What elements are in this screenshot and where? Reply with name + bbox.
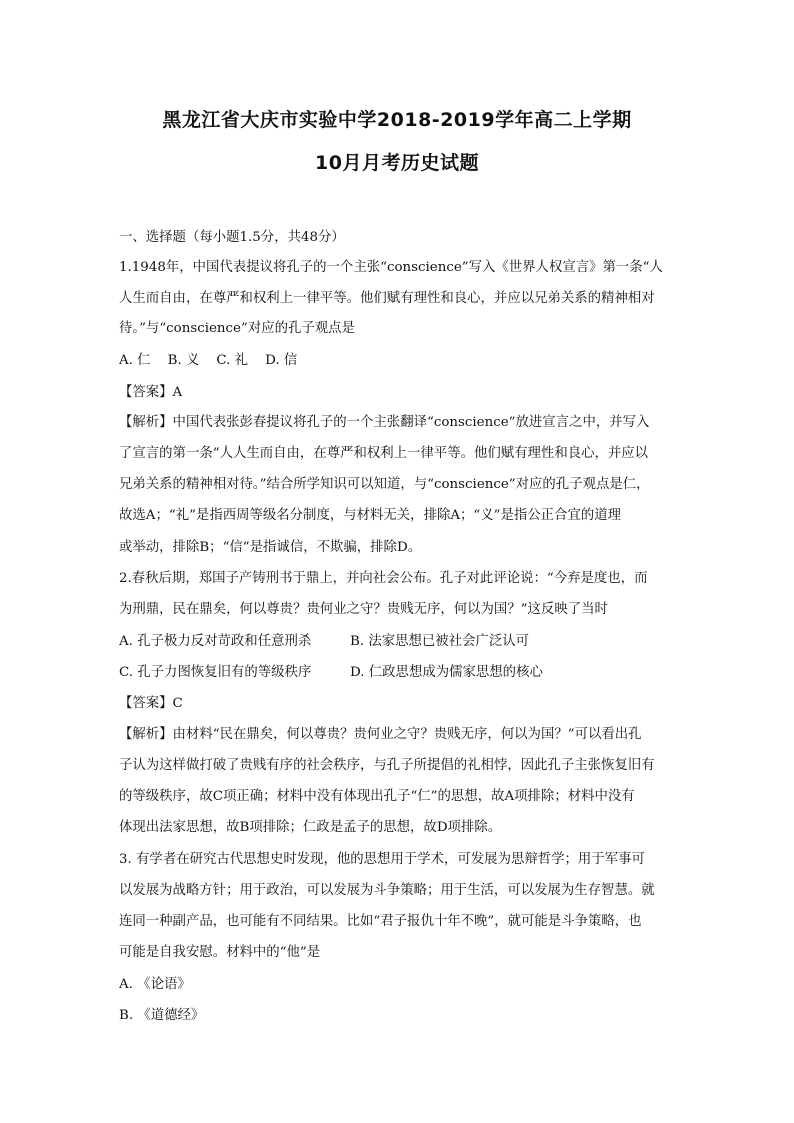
- q3-stem-line: 3. 有学者在研究古代思想史时发现，他的思想用于学术，可发展为思辩哲学；用于军事可: [119, 852, 645, 867]
- q3-stem-line: 可能是自我安慰。材料中的“他”是: [119, 945, 321, 960]
- q2-analysis-line: 【解析】由材料“民在鼎矣，何以尊贵？贵何业之守？贵贱无序，何以为国？”可以看出孔: [119, 727, 642, 742]
- q2-option-c: C. 孔子力图恢复旧有的等级秩序: [119, 665, 312, 680]
- q3-option-a: A. 《论语》: [119, 977, 191, 992]
- q1-answer: 【答案】A: [119, 385, 183, 400]
- q1-analysis-line: 或举动，排除B；“信”是指诚信，不欺骗，排除D。: [119, 540, 422, 555]
- q2-analysis-line: 的等级秩序，故C项正确；材料中没有体现出孔子“仁”的思想，故A项排除；材料中没有: [119, 789, 635, 804]
- q1-stem-line: 1.1948年，中国代表提议将孔子的一个主张“conscience”写入《世界人权宣言》第一条“人: [119, 260, 663, 275]
- q1-analysis-line: 了宣言的第一条“人人生而自由，在尊严和权利上一律平等。他们赋有理性和良心，并应以: [119, 446, 649, 461]
- document-title-line2: 10月月考历史试题: [315, 152, 479, 174]
- q1-stem-line: 人生而自由，在尊严和权利上一律平等。他们赋有理性和良心，并应以兄弟关系的精神相对: [119, 291, 655, 306]
- q2-option-a: A. 孔子极力反对苛政和任意刑杀: [119, 634, 312, 649]
- q3-option-b: B. 《道德经》: [119, 1008, 205, 1023]
- q2-analysis-line: 体现出法家思想，故B项排除；仁政是孟子的思想，故D项排除。: [119, 820, 502, 835]
- q2-option-d: D. 仁政思想成为儒家思想的核心: [350, 665, 543, 680]
- q1-analysis-line: 【解析】中国代表张彭春提议将孔子的一个主张翻译“conscience”放进宣言之中，并写入: [119, 415, 650, 430]
- q1-stem-line: 待。”与“conscience”对应的孔子观点是: [119, 321, 355, 336]
- section-heading: 一、选择题（每小题1.5分，共48分）: [119, 230, 345, 245]
- q2-analysis-line: 子认为这样做打破了贵贱有序的社会秩序，与孔子所提倡的礼相悖，因此孔子主张恢复旧有: [119, 758, 655, 773]
- q2-option-b: B. 法家思想已被社会广泛认可: [350, 634, 530, 649]
- q3-stem-line: 以发展为战略方针；用于政治，可以发展为斗争策略；用于生活，可以发展为生存智慧。就: [119, 883, 655, 898]
- q1-analysis-line: 兄弟关系的精神相对待。”结合所学知识可以知道，与“conscience”对应的孔子观点是仁，: [119, 477, 650, 492]
- q1-analysis-line: 故选A；“礼”是指西周等级名分制度，与材料无关，排除A；“义”是指公正合宜的道理: [119, 508, 622, 523]
- q1-options: A. 仁 B. 义 C. 礼 D. 信: [119, 353, 298, 368]
- q2-answer: 【答案】C: [119, 696, 183, 711]
- q3-stem-line: 连同一种副产品，也可能有不同结果。比如“君子报仇十年不晚”，就可能是斗争策略，也: [119, 914, 642, 929]
- q2-stem-line: 2.春秋后期，郑国子产铸刑书于鼎上，并向社会公布。孔子对此评论说：“今弃是度也，而: [119, 571, 648, 586]
- document-title-line1: 黑龙江省大庆市实验中学2018-2019学年高二上学期: [162, 109, 632, 131]
- q2-stem-line: 为刑鼎，民在鼎矣，何以尊贵？贵何业之守？贵贱无序，何以为国？”这反映了当时: [119, 602, 608, 617]
